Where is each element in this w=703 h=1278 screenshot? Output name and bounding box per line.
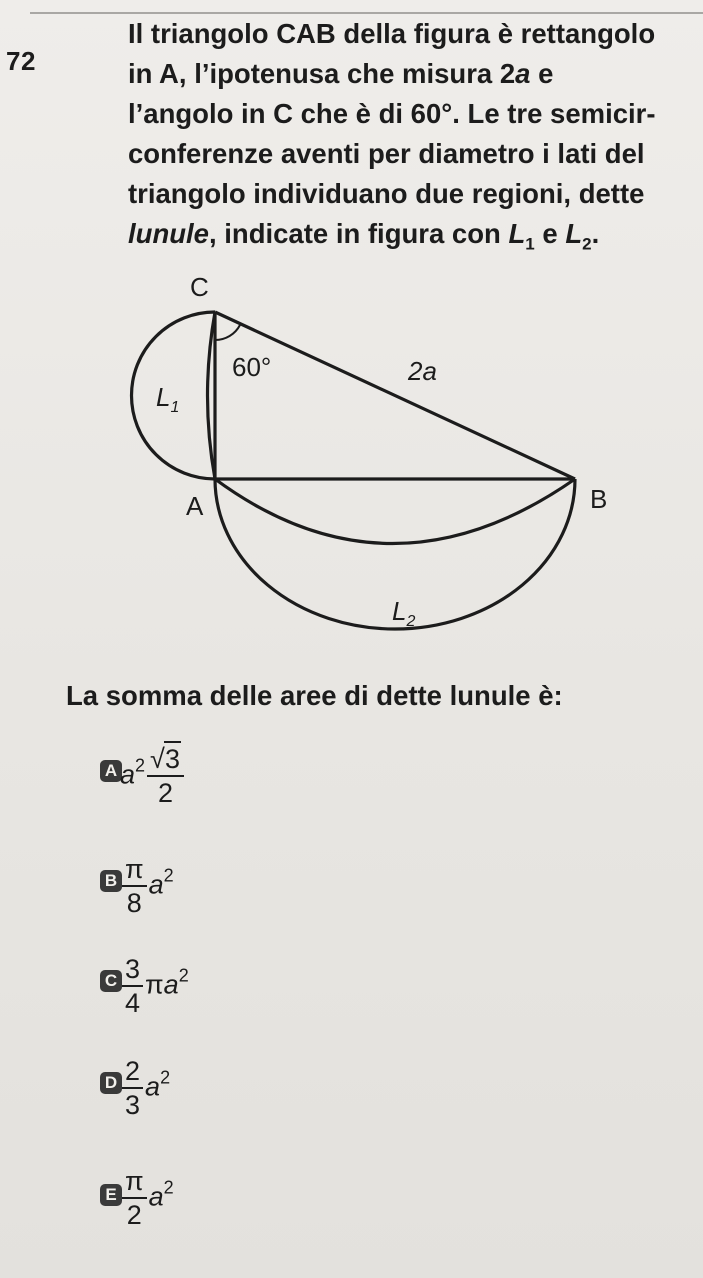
option-b-badge: B [100,870,122,892]
question-line-1: Il triangolo CAB della figura è rettangolo [128,18,656,49]
question-line-2: in A, l’ipotenusa che misura 2a e [128,58,554,89]
label-c: C [190,272,209,302]
option-e-expression: $\frac{\pi}{2}$ $a^2$ [120,1168,174,1229]
option-e-badge: E [100,1184,122,1206]
angle-arc-c [215,325,240,340]
option-c[interactable] [100,952,500,1032]
arc-ab-circumcircle [215,479,575,544]
label-angle-60: 60° [232,352,272,382]
hypotenuse-cb [215,312,575,479]
option-c-expression: $\frac{3}{4}$ $\pi a^2$ [120,956,189,1017]
option-b-expression: $\frac{\pi}{8}$ $a^2$ [120,856,174,917]
label-hypotenuse: 2a [408,356,437,386]
option-d-badge: D [100,1072,122,1094]
option-a[interactable] [100,744,500,824]
question-text [128,14,698,265]
label-l1: $L_1$ [156,382,180,416]
answer-prompt: La somma delle aree di dette lunule è: [66,680,563,711]
option-c-badge: C [100,970,122,992]
question-line-4: conferenze aventi per diametro i lati del [128,138,645,169]
option-d-expression: $\frac{2}{3}$ $a^2$ [120,1058,170,1119]
option-d[interactable] [100,1058,500,1138]
semicircle-ca [132,312,216,479]
option-b[interactable] [100,850,500,930]
question-line-6: lunule, indicate in figura con $L_1$ e $L_2$. [128,218,600,254]
lunes-figure [120,268,640,658]
geometry-diagram [120,268,640,658]
label-a: A [186,491,204,521]
label-l2: $L_2$ [392,596,416,630]
question-line-3: l’angolo in C che è di 60°. Le tre semicir- [128,98,656,129]
option-a-badge: A [100,760,122,782]
option-e[interactable] [100,1166,500,1246]
option-a-expression: $a^2$ √ 3 2 [120,746,186,807]
label-b: B [590,484,608,514]
question-line-5: triangolo individuano due regioni, dette [128,178,645,209]
question-number: 72 [6,46,36,76]
